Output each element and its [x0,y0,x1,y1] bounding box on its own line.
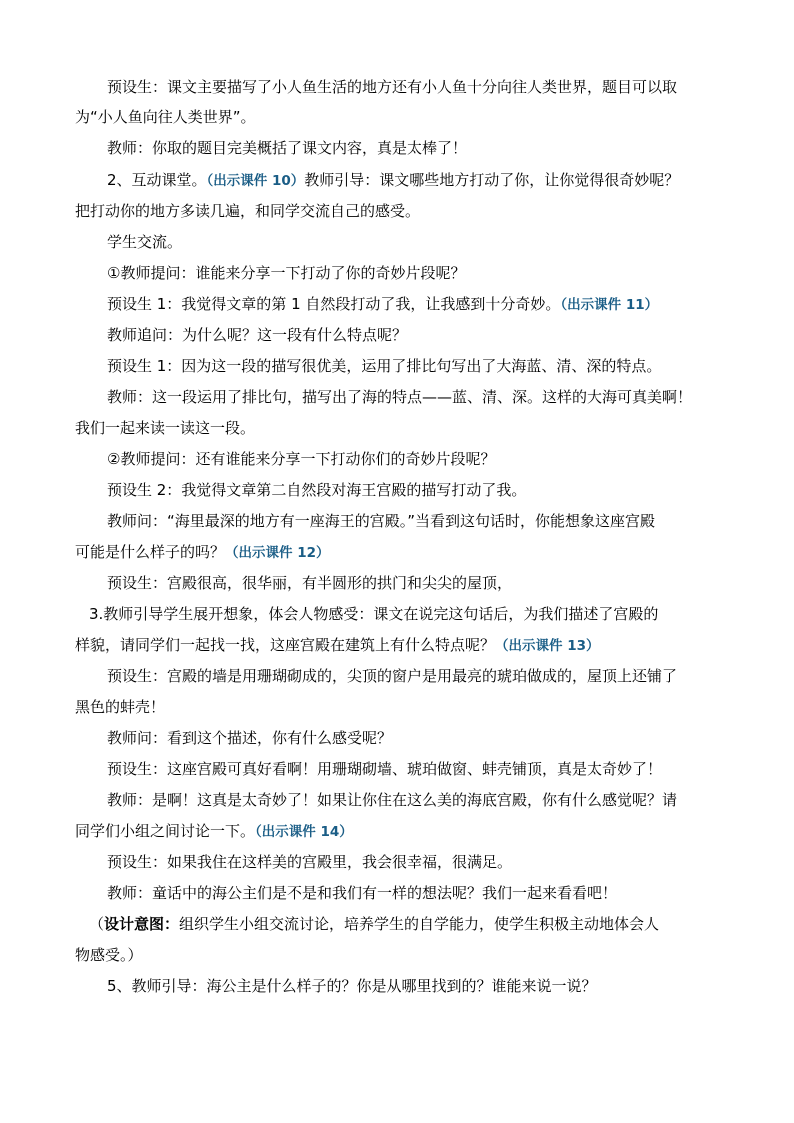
paragraph-line: 教师：这一段运用了排比句，描写出了海的特点——蓝、清、深。这样的大海可真美啊！ [107,388,693,406]
text-span: 样貌，请同学们一起找一找，这座宫殿在建筑上有什么特点呢？ [75,636,496,654]
paragraph-line: 教师：你取的题目完美概括了课文内容，真是太棒了！ [107,139,468,157]
text-span: （ [89,915,105,933]
paragraph-line: 我们一起来读一读这一段。 [75,419,256,437]
paragraph-line [89,913,744,935]
paragraph-line: 黑色的蚌壳！ [75,698,166,716]
paragraph-line: ②教师提问：还有谁能来分享一下打动你们的奇妙片段呢？ [107,450,496,468]
paragraph-line [75,634,730,657]
paragraph-line: 预设生：宫殿很高，很华丽，有半圆形的拱门和尖尖的屋顶， [107,574,513,592]
paragraph-line: 3.教师引导学生展开想象，体会人物感受：课文在说完这句话后，为我们描述了宫殿的 [89,605,659,623]
courseware-tag: （出示课件 12） [225,545,330,561]
paragraph-line [107,293,730,316]
paragraph-line [75,541,730,564]
courseware-tag: （出示课件 14） [255,824,353,840]
text-span: 预设生 1：我觉得文章的第 1 自然段打动了我，让我感到十分奇妙。 [107,295,561,313]
text-span: 可能是什么样子的吗？ [75,543,226,561]
paragraph-line: 教师问：“海里最深的地方有一座海王的宫殿。”当看到这句话时，你能想象这座宫殿 [107,512,656,530]
paragraph-line: 预设生 1：因为这一段的描写很优美，运用了排比句写出了大海蓝、清、深的特点。 [107,357,662,375]
paragraph-line [107,169,730,192]
paragraph-line: ①教师提问：谁能来分享一下打动了你的奇妙片段呢？ [107,264,466,282]
paragraph-line: 把打动你的地方多读几遍，和同学交流自己的感受。 [75,202,421,220]
paragraph-line: 物感受。） [75,946,143,964]
courseware-tag: （出示课件 10） [206,173,305,189]
text-span: 同学们小组之间讨论一下。 [75,822,256,840]
paragraph-line: 预设生：如果我住在这样美的宫殿里，我会很幸福，很满足。 [107,853,513,871]
paragraph-line: 预设生：这座宫殿可真好看啊！用珊瑚砌墙、琥珀做窗、蚌壳铺顶，真是太奇妙了！ [107,760,663,778]
paragraph-line: 教师追问：为什么呢？这一段有什么特点呢？ [107,326,408,344]
paragraph-line: 5、教师引导：海公主是什么样子的？你是从哪里找到的？谁能来说一说？ [107,977,597,995]
design-intent-label: 设计意图： [104,915,180,933]
paragraph-line: 预设生：课文主要描写了小人鱼生活的地方还有小人鱼十分向往人类世界，题目可以取 [107,78,678,96]
paragraph-line: 为“小人鱼向往人类世界”。 [75,108,256,126]
paragraph-line [75,820,730,843]
paragraph-line: 教师：是啊！这真是太奇妙了！如果让你住在这么美的海底宫殿，你有什么感觉呢？请 [107,791,678,809]
paragraph-line: 预设生：宫殿的墙是用珊瑚砌成的，尖顶的窗户是用最亮的琥珀做成的，屋顶上还铺了 [107,667,678,685]
paragraph-line: 学生交流。 [107,233,183,251]
text-span: 组织学生小组交流讨论，培养学生的自学能力，使学生积极主动地体会人 [179,915,660,933]
text-span: 2、互动课堂。 [107,171,207,189]
courseware-tag: （出示课件 13） [495,638,600,654]
text-span: 教师引导：课文哪些地方打动了你，让你觉得很奇妙呢？ [304,171,680,189]
paragraph-line: 预设生 2：我觉得文章第二自然段对海王宫殿的描写打动了我。 [107,481,527,499]
courseware-tag: （出示课件 11） [560,297,659,313]
paragraph-line: 教师问：看到这个描述，你有什么感受呢？ [107,729,393,747]
paragraph-line: 教师：童话中的海公主们是不是和我们有一样的想法呢？我们一起来看看吧！ [107,884,618,902]
